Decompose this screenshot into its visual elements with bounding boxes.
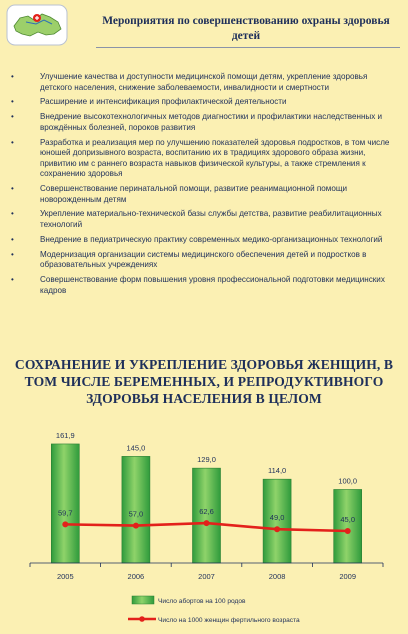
section-title: СОХРАНЕНИЕ И УКРЕПЛЕНИЕ ЗДОРОВЬЯ ЖЕНЩИН, В ТОМ ЧИСЛЕ БЕРЕМЕННЫХ, И РЕПРОДУКТИВНОГО ЗДОРОВЬЯ НАСЕЛЕНИЯ В ЦЕЛОМ [14, 357, 394, 406]
chart-bar [51, 444, 79, 563]
list-item: • Внедрение высокотехнологичных методов диагностики и профилактики наследственных и врождённых болезней, пороков развития [11, 112, 383, 132]
header-title: Мероприятия по совершенствованию охраны здоровья детей [102, 15, 390, 42]
bullet-icon: • [11, 234, 14, 244]
bullet-icon: • [11, 137, 14, 147]
line-value-label: 62,6 [199, 507, 214, 517]
list-item: • Совершенствование перинатальной помощи, развитие реанимационной помощи новорожденным детям [11, 184, 348, 204]
list-item: • Внедрение в педиатрическую практику современных медико-организационных технологий [11, 234, 383, 244]
bullet-icon: • [11, 72, 14, 81]
list-item: • Совершенствование форм повышения уровня профессиональной подготовки медицинских кадров [11, 275, 385, 295]
bar-value-label: 114,0 [267, 466, 287, 476]
list-item: • Расширение и интенсификация профилактической деятельности [11, 97, 287, 107]
chart-line-point [345, 528, 351, 534]
bullet-icon: • [11, 275, 14, 284]
legend-label-line: Число на 1000 женщин фертильного возраста [158, 617, 300, 624]
header-divider [96, 47, 400, 48]
list-item: • Укрепление материально-технической базы службы детства, развитие реабилитационных технологий [11, 209, 382, 230]
legend-line-marker [139, 616, 145, 622]
bullet-icon: • [11, 112, 14, 122]
legend-bar-swatch [132, 596, 154, 604]
chart-line-point [62, 521, 68, 527]
line-value-label: 49,0 [269, 513, 285, 523]
abortion-chart [0, 412, 408, 634]
chart-bar [334, 489, 362, 563]
list-item: • Улучшение качества и доступности медицинской помощи детям, укрепление здоровья детского населения, снижение заболеваемости, инвалидности и смертности [11, 72, 368, 92]
legend-label-bars: Число абортов на 100 родов [158, 598, 246, 605]
chart-line-point [274, 526, 280, 532]
x-tick-label: 2009 [339, 572, 357, 581]
bullet-icon: • [11, 249, 14, 259]
chart-canvas [0, 412, 408, 634]
page-header [0, 0, 408, 62]
x-tick-label: 2008 [268, 572, 286, 581]
bar-value-label: 145,0 [126, 443, 146, 453]
line-value-label: 57,0 [128, 509, 144, 519]
bar-value-label: 129,0 [197, 455, 216, 465]
region-map-logo-icon [6, 4, 68, 46]
bar-value-label: 100,0 [338, 476, 358, 486]
list-item: • Модернизация организации системы медицинского обеспечения детей и подростков в образовательных учреждениях [11, 249, 367, 270]
bullet-icon: • [11, 97, 14, 107]
bullet-icon: • [11, 209, 14, 219]
line-value-label: 59,7 [57, 508, 73, 518]
measures-list [0, 72, 408, 300]
x-tick-label: 2006 [127, 572, 145, 581]
chart-line-point [204, 520, 210, 526]
chart-line-point [133, 523, 139, 529]
x-tick-label: 2005 [56, 572, 74, 581]
x-tick-label: 2007 [198, 572, 215, 581]
bullet-icon: • [11, 184, 14, 194]
line-value-label: 45,0 [340, 515, 356, 524]
bar-value-label: 161,9 [55, 430, 75, 440]
list-item: • Разработка и реализация мер по улучшению показателей здоровья подростков, в том числе юношей допризывного возраста, воспитанию их в традициях здорового образа жизни, привитию им с раннего возраста навыков физической культуры, а также стремления к сохранению здоровья [11, 137, 390, 179]
